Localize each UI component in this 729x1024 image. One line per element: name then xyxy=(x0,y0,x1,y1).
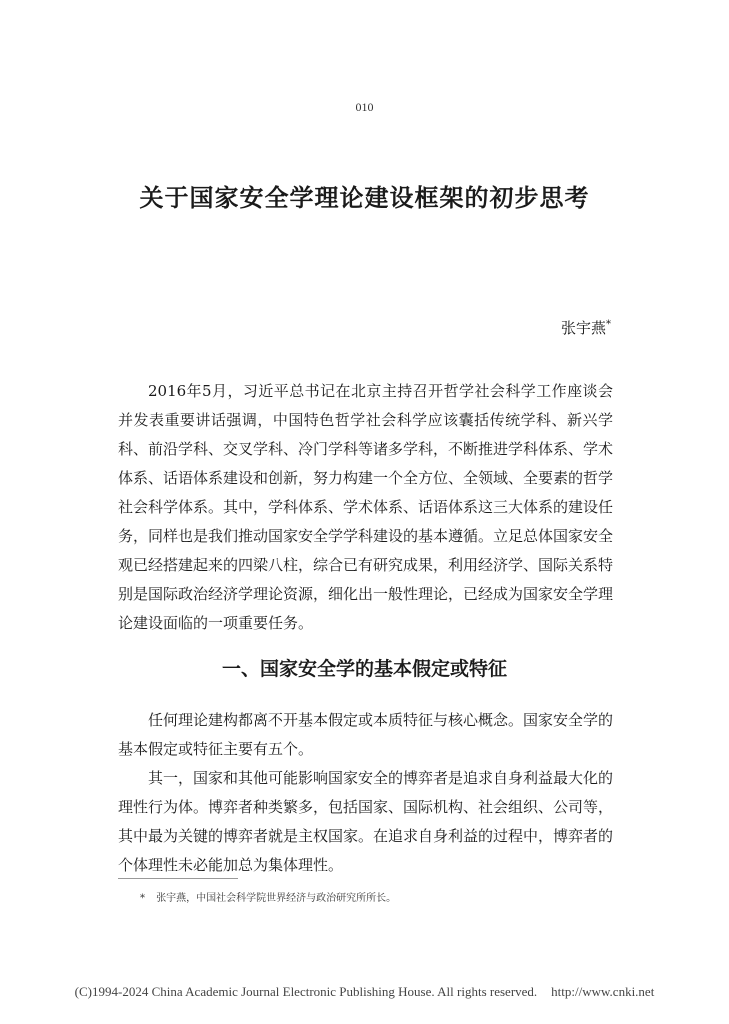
author-line xyxy=(561,317,611,338)
footnote-text: 张宇燕，中国社会科学院世界经济与政治研究所所长。 xyxy=(156,893,397,904)
footnote-divider xyxy=(118,878,238,879)
footnote xyxy=(140,889,610,904)
intro-paragraph: 2016年5月，习近平总书记在北京主持召开哲学社会科学工作座谈会并发表重要讲话强调，中国特色哲学社会科学应该囊括传统学科、新兴学科、前沿学科、交叉学科、冷门学科等诸多学科，不断推进学科体系、学术体系、话语体系建设和创新，努力构建一个全方位、全领域、全要素的哲学社会科学体系。其中，学科体系、学术体系、话语体系这三大体系的建设任务，同样也是我们推动国家安全学学科建设的基本遵循。立足总体国家安全观已经搭建起来的四梁八柱，综合已有研究成果，利用经济学、国际关系特别是国际政治经济学理论资源，细化出一般性理论，已经成为国家安全学理论建设面临的一项重要任务。 xyxy=(118,382,614,632)
section-paragraph: 任何理论建构都离不开基本假定或本质特征与核心概念。国家安全学的基本假定或特征主要有五个。 xyxy=(118,711,614,758)
article-title: 关于国家安全学理论建设框架的初步思考 xyxy=(139,183,590,212)
footnote-marker: * xyxy=(140,893,145,904)
footer-copyright: (C)1994-2024 China Academic Journal Electronic Publishing House. All rights reserved. xyxy=(74,984,538,999)
intro-section xyxy=(118,377,613,638)
footer-url[interactable]: http://www.cnki.net xyxy=(551,984,655,999)
section-paragraph: 其一，国家和其他可能影响国家安全的博弈者是追求自身利益最大化的理性行为体。博弈者种类繁多，包括国家、国际机构、社会组织、公司等，其中最为关键的博弈者就是主权国家。在追求自身利益的过程中，博弈者的个体理性未必能加总为集体理性。 xyxy=(118,769,614,874)
page-number: 010 xyxy=(355,100,374,114)
author-name: 张宇燕 xyxy=(560,319,606,337)
section-heading: 一、国家安全学的基本假定或特征 xyxy=(221,658,507,680)
page-footer xyxy=(0,984,729,1000)
section-body xyxy=(118,706,613,880)
author-footnote-marker: * xyxy=(606,319,611,330)
